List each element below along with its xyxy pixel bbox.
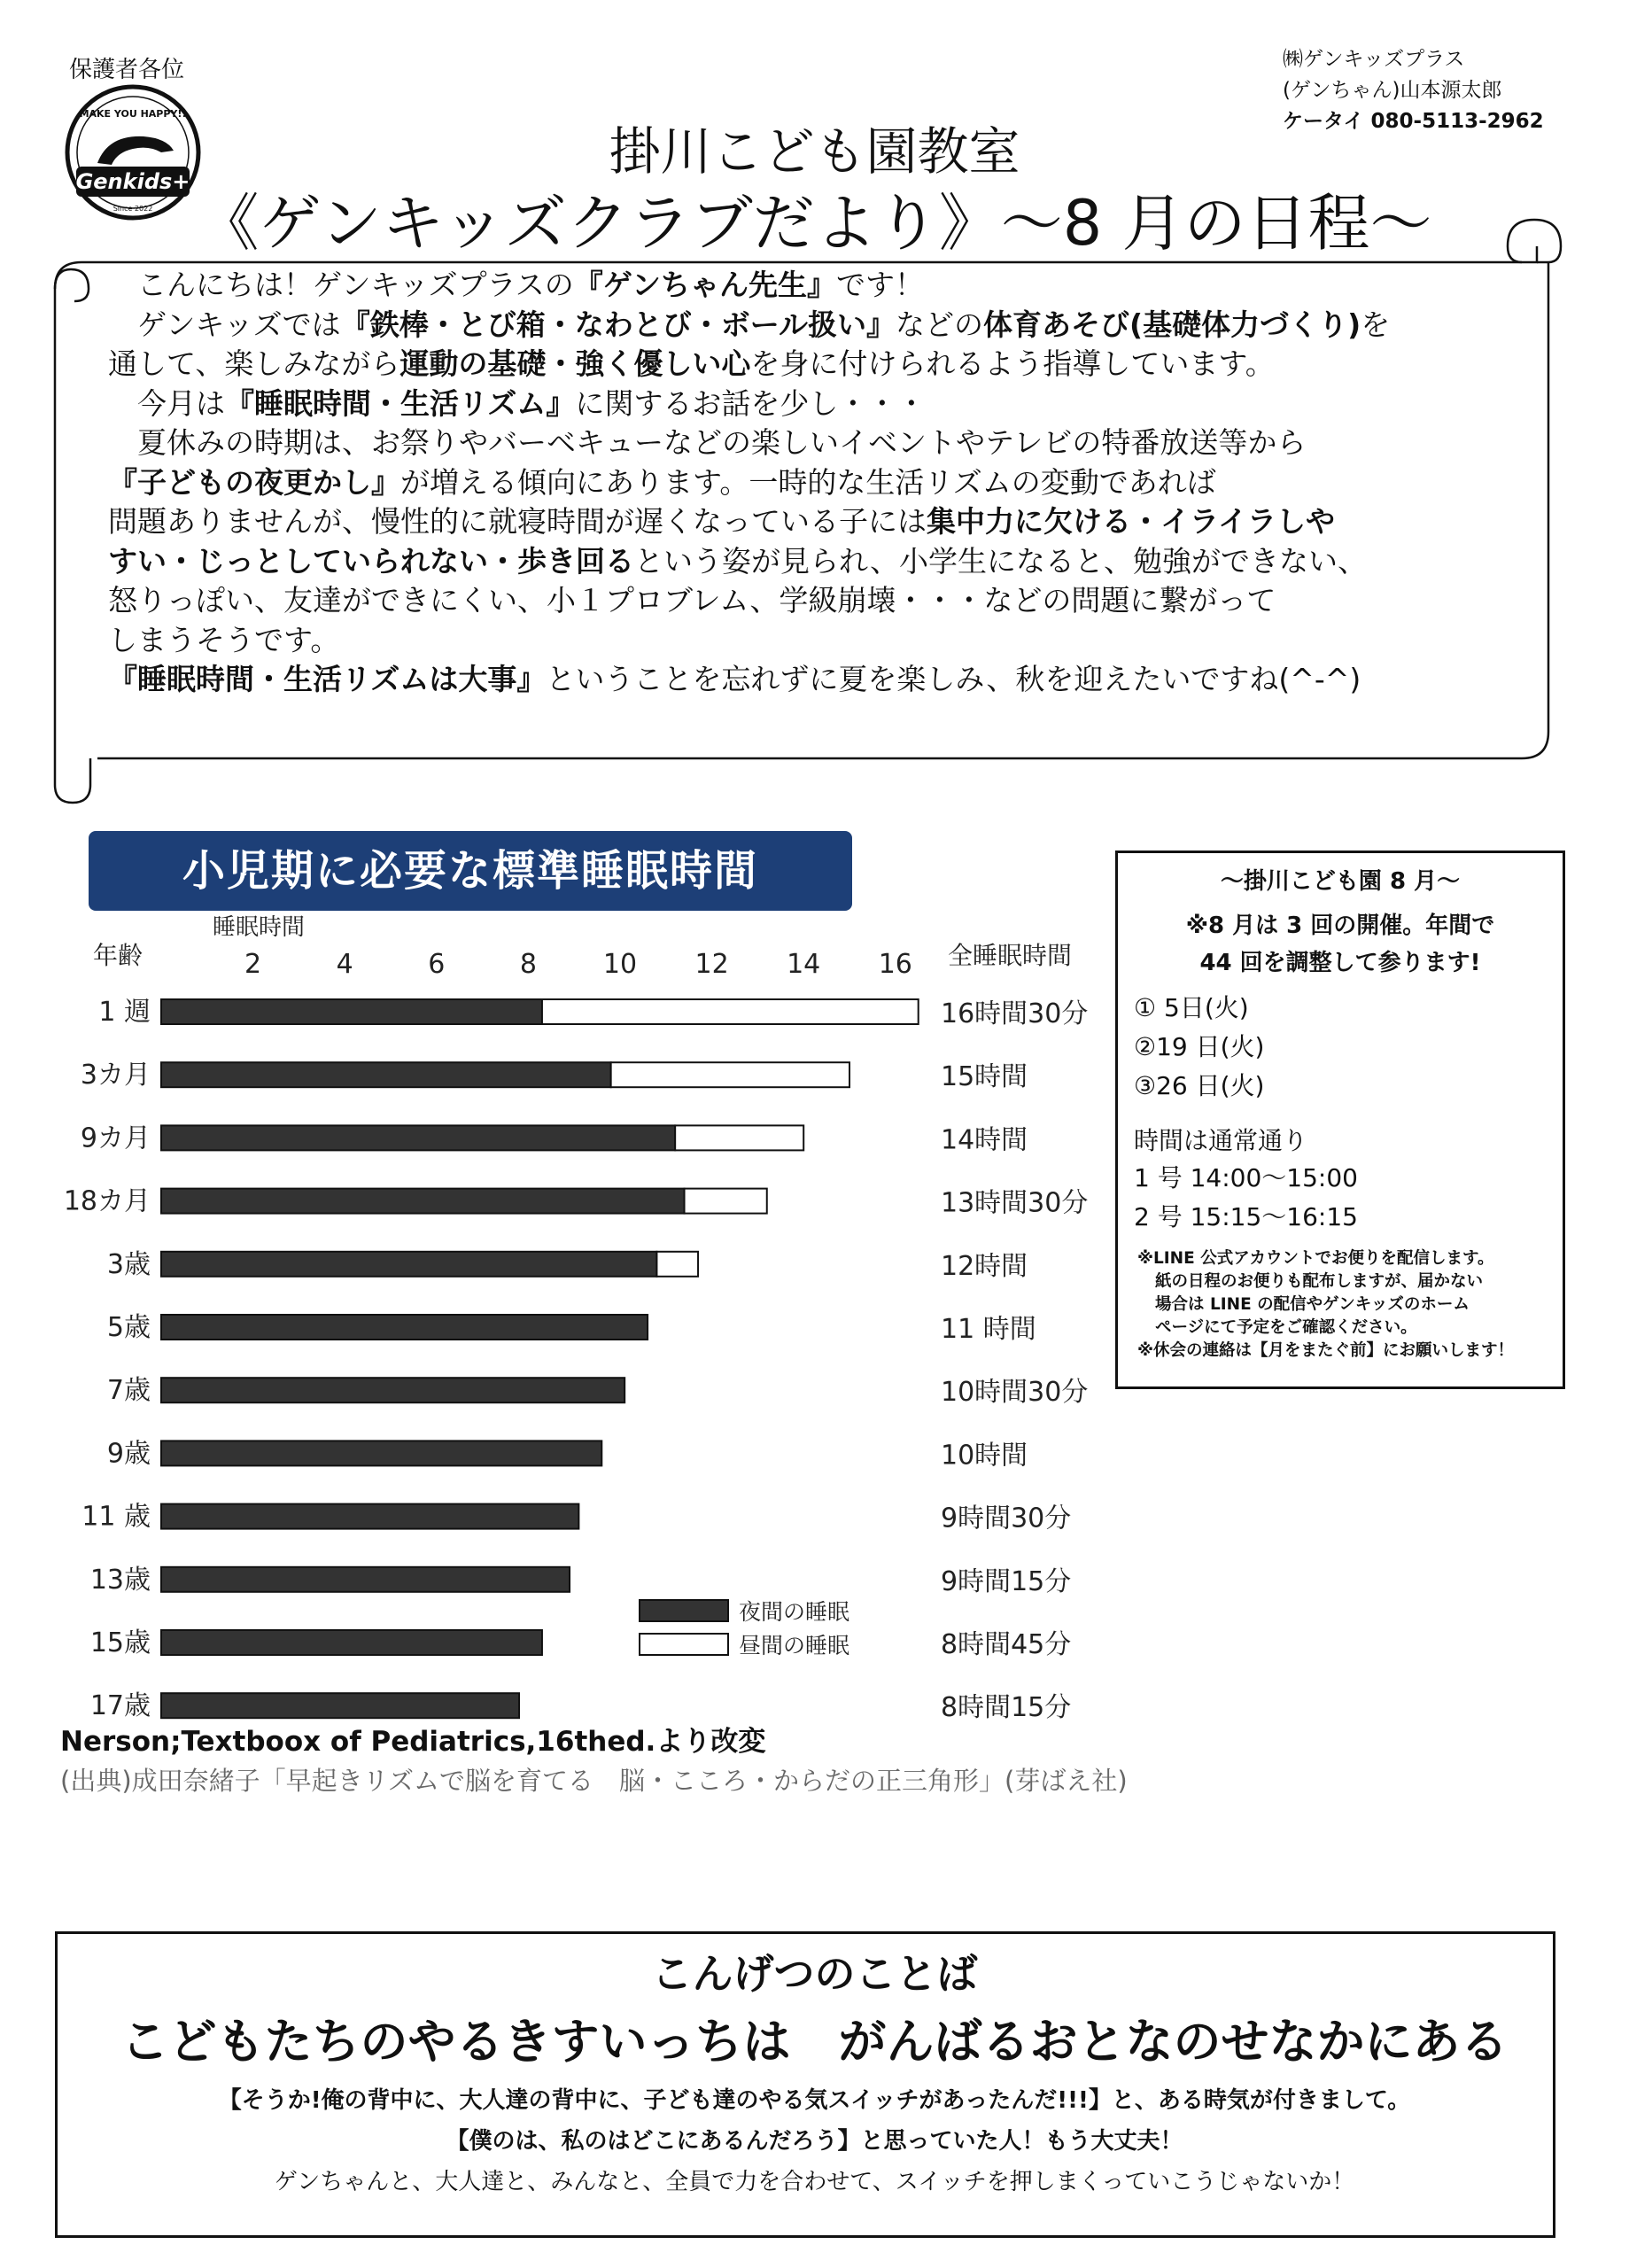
intro-line: 通して、楽しみながら運動の基礎・強く優しい心を身に付けられるよう指導しています。 (108, 346, 1275, 381)
chart-title: 小児期に必要な標準睡眠時間 (182, 846, 758, 896)
intro-line: 夏休みの時期は、お祭りやバーベキューなどの楽しいイベントやテレビの特番放送等から (137, 425, 1307, 460)
day-sleep-bar (675, 1125, 803, 1150)
night-sleep-bar (161, 1252, 656, 1277)
night-sleep-bar (161, 1315, 648, 1340)
x-tick-label: 8 (519, 949, 537, 980)
quote-main: こどもたちのやるきすいっちは がんばるおとなのせなかにある (120, 2014, 1509, 2070)
night-sleep-bar (161, 1189, 685, 1214)
intro-line: 今月は『睡眠時間・生活リズム』に関するお話を少し・・・ (137, 385, 927, 421)
chart-source: Nerson;Textboox of Pediatrics,16thed.より改変 (60, 1726, 766, 1758)
day-sleep-bar (685, 1189, 767, 1214)
quote-line: 【そうか!俺の背中に、大人達の背中に、子ども達のやる気スイッチがあったんだ!!!】と、ある時気が付きまして。 (218, 2087, 1411, 2114)
day-sleep-bar (611, 1062, 849, 1087)
schedule-date: ③26 日(火) (1134, 1071, 1265, 1100)
schedule-time: 1 号 14:00～15:00 (1134, 1163, 1358, 1192)
intro-line: 『子どもの夜更かし』が増える傾向にあります。一時的な生活リズムの変動であれば (108, 464, 1216, 500)
age-label: 9歳 (106, 1438, 151, 1470)
age-label: 18カ月 (63, 1185, 151, 1217)
schedule-heading: ～掛川こども園 8 月～ (1220, 868, 1461, 895)
age-label: 3歳 (106, 1248, 151, 1280)
schedule-date: ②19 日(火) (1134, 1032, 1265, 1061)
quote-line: ゲンちゃんと、大人達と、みんなと、全員で力を合わせて、スイッチを押しまくっていこうじゃないか！ (274, 2169, 1355, 2195)
intro-line: こんにちは！ゲンキッズプラスの『ゲンちゃん先生』です！ (137, 268, 925, 302)
legend-night-label: 夜間の睡眠 (739, 1599, 850, 1625)
svg-text:Since 2022: Since 2022 (112, 205, 153, 213)
chart-citation: (出典)成田奈緒子「早起きリズムで脳を育てる 脳・こころ・からだの正三角形」(芽ばえ社) (60, 1766, 1128, 1796)
x-tick-label: 14 (787, 949, 821, 980)
total-sleep-label: 13時間30分 (941, 1187, 1089, 1219)
age-label: 9カ月 (80, 1122, 151, 1154)
contact-person: (ゲンちゃん)山本源太郎 (1283, 79, 1502, 102)
night-sleep-bar (161, 1567, 570, 1592)
total-sleep-label: 14時間 (941, 1124, 1028, 1156)
schedule-footnote: ※LINE 公式アカウントでお便りを配信します。 紙の日程のお便りも配布しますが、届かない 場合は LINE の配信やゲンキッズのホーム ページにて予定をご確認ください。 ※休会の連絡は【月をまたぐ前】にお願いします！ (1137, 1249, 1514, 1360)
night-sleep-bar (161, 1693, 519, 1718)
total-sleep-label: 11 時間 (941, 1314, 1036, 1345)
total-header: 全睡眠時間 (948, 941, 1073, 970)
intro-line: 問題ありませんが、慢性的に就寝時間が遅くなっている子には集中力に欠ける・イライラしや (108, 504, 1336, 539)
x-tick-label: 2 (244, 949, 262, 980)
age-label: 11 歳 (81, 1501, 151, 1533)
night-sleep-bar (161, 1504, 578, 1529)
total-sleep-label: 15時間 (941, 1061, 1028, 1093)
total-sleep-label: 12時間 (941, 1250, 1028, 1282)
age-label: 7歳 (106, 1375, 151, 1407)
total-sleep-label: 10時間 (941, 1440, 1028, 1472)
night-sleep-bar (161, 999, 542, 1024)
age-label: 15歳 (89, 1627, 151, 1658)
total-sleep-label: 16時間30分 (941, 998, 1089, 1029)
intro-line: ゲンキッズでは『鉄棒・とび箱・なわとび・ボール扱い』などの体育あそび(基礎体力づくり)を (137, 307, 1391, 342)
age-label: 3カ月 (80, 1060, 151, 1091)
legend-night-swatch (640, 1600, 728, 1621)
total-sleep-label: 9時間15分 (941, 1565, 1072, 1597)
company-name: ㈱ゲンキッズプラス (1283, 48, 1465, 71)
phone-number: ケータイ 080-5113-2962 (1283, 110, 1544, 133)
schedule-note: 44 回を調整して参ります! (1199, 950, 1481, 976)
intro-line: すい・じっとしていられない・歩き回るという姿が見られ、小学生になると、勉強ができない、 (108, 543, 1367, 579)
x-tick-label: 12 (694, 949, 729, 980)
svg-text:MAKE YOU HAPPY!!: MAKE YOU HAPPY!! (79, 108, 187, 120)
x-axis-label: 睡眠時間 (213, 914, 306, 941)
total-sleep-label: 9時間30分 (941, 1503, 1072, 1534)
page-subtitle: 《ゲンキッズクラブだより》～8 月の日程～ (197, 187, 1432, 260)
schedule-date: ① 5日(火) (1134, 993, 1249, 1022)
x-tick-label: 4 (336, 949, 353, 980)
total-sleep-label: 10時間30分 (941, 1377, 1089, 1409)
legend-day-label: 昼間の睡眠 (739, 1633, 850, 1658)
quote-line: 【僕のは、私のはどこにあるんだろう】と思っていた人！もう大丈夫！ (446, 2128, 1183, 2155)
age-label: 17歳 (89, 1690, 151, 1722)
age-label: 1 週 (98, 997, 151, 1028)
night-sleep-bar (161, 1630, 542, 1655)
night-sleep-bar (161, 1125, 675, 1150)
age-label: 5歳 (106, 1312, 151, 1343)
schedule-time-heading: 時間は通常通り (1134, 1126, 1308, 1155)
schedule-note: ※8 月は 3 回の開催。年間で (1185, 913, 1495, 939)
total-sleep-label: 8時間15分 (941, 1692, 1072, 1724)
night-sleep-bar (161, 1378, 624, 1402)
day-sleep-bar (542, 999, 919, 1024)
total-sleep-label: 8時間45分 (941, 1629, 1072, 1660)
recipient: 保護者各位 (69, 57, 185, 83)
svg-text:Genkids+: Genkids+ (75, 169, 190, 194)
x-tick-label: 6 (428, 949, 446, 980)
quote-heading: こんげつのことば (651, 1950, 978, 1998)
row-header: 年齢 (93, 941, 144, 970)
night-sleep-bar (161, 1062, 611, 1087)
intro-line: 『睡眠時間・生活リズムは大事』ということを忘れずに夏を楽しみ、秋を迎えたいですね(^-^) (108, 662, 1361, 696)
day-sleep-bar (656, 1252, 698, 1277)
intro-line: しまうそうです。 (108, 622, 340, 657)
legend-day-swatch (640, 1634, 728, 1655)
intro-line: 怒りっぽい、友達ができにくい、小１プロブレム、学級崩壊・・・などの問題に繋がって (108, 583, 1276, 617)
schedule-time: 2 号 15:15～16:15 (1134, 1202, 1358, 1231)
x-tick-label: 10 (602, 949, 638, 980)
x-tick-label: 16 (878, 949, 912, 980)
night-sleep-bar (161, 1441, 601, 1465)
page-title: 掛川こども園教室 (609, 121, 1020, 182)
age-label: 13歳 (89, 1564, 151, 1596)
